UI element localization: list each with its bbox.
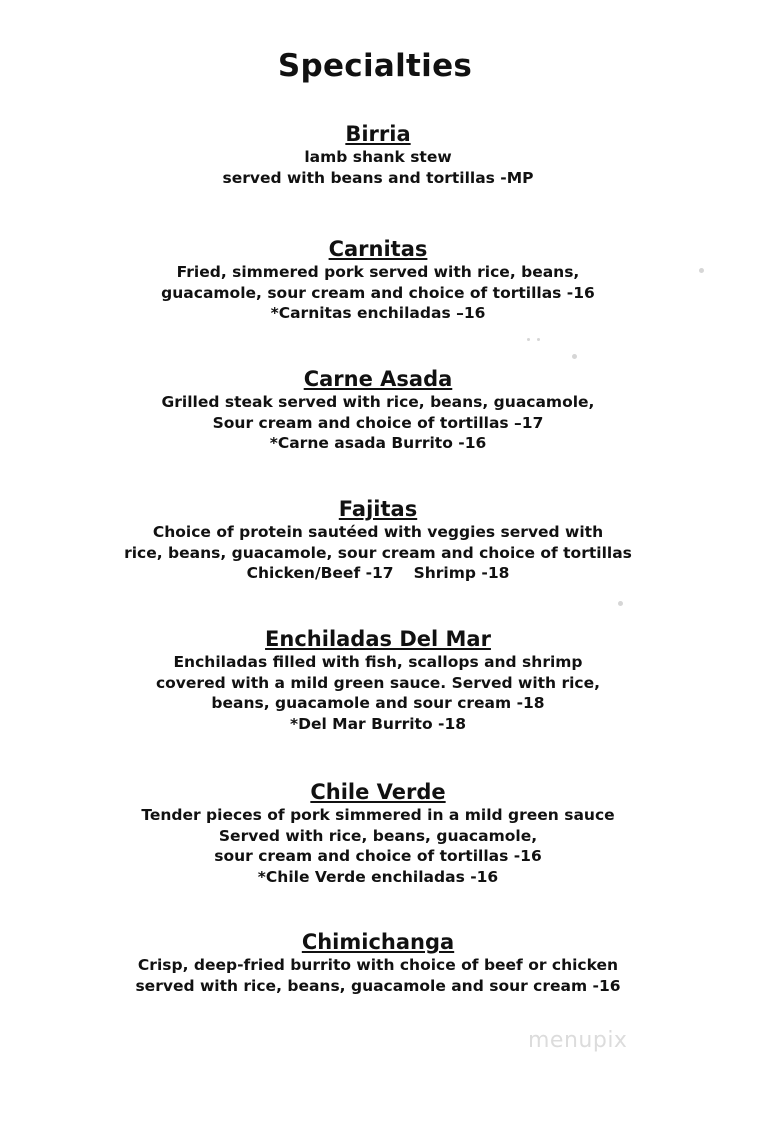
item-description-line: *Del Mar Burrito -18 <box>289 714 467 733</box>
item-description-line: Tender pieces of pork simmered in a mild green sauce <box>141 806 615 824</box>
price-chicken-beef: Chicken/Beef -17 <box>246 564 394 582</box>
page-title: Specialties <box>277 48 473 84</box>
item-name: Carne Asada <box>303 367 453 391</box>
menu-item-chimichanga <box>0 929 756 996</box>
item-description-line: Sour cream and choice of tortillas –17 <box>212 413 544 432</box>
menu-item-carnitas <box>0 236 756 324</box>
scan-speck <box>572 354 577 359</box>
item-name: Chimichanga <box>301 930 455 954</box>
item-description-line: *Carne asada Burrito -16 <box>269 434 487 452</box>
item-description-line: rice, beans, guacamole, sour cream and choice of tortillas <box>124 543 632 562</box>
menu-item-fajitas <box>0 496 756 584</box>
item-description-line: guacamole, sour cream and choice of tortillas -16 <box>161 283 595 302</box>
item-description-line: beans, guacamole and sour cream -18 <box>211 694 545 712</box>
item-description-line: *Carnitas enchiladas –16 <box>270 304 486 322</box>
item-name: Carnitas <box>328 237 428 261</box>
item-description-line: served with beans and tortillas -MP <box>222 168 534 187</box>
item-name: Chile Verde <box>310 780 446 804</box>
price-shrimp: Shrimp -18 <box>413 564 510 582</box>
item-name: Fajitas <box>338 497 418 521</box>
item-description-line: Served with rice, beans, guacamole, <box>218 826 538 845</box>
item-price-line <box>0 563 756 584</box>
item-description-line: Enchiladas filled with fish, scallops and shrimp <box>173 653 583 671</box>
scan-speck <box>527 338 530 341</box>
item-description-line: sour cream and choice of tortillas -16 <box>214 847 542 865</box>
menu-item-enchiladas-del-mar <box>0 626 756 734</box>
menu-item-chile-verde <box>0 779 756 887</box>
scan-speck <box>618 601 623 606</box>
menu-item-birria <box>0 121 756 188</box>
item-description-line: Grilled steak served with rice, beans, guacamole, <box>161 393 595 411</box>
item-name: Enchiladas Del Mar <box>265 627 491 651</box>
item-description-line: Choice of protein sautéed with veggies served with <box>152 523 604 541</box>
item-description-line: lamb shank stew <box>304 148 452 166</box>
watermark-text: menupix <box>528 1028 628 1053</box>
scan-speck <box>699 268 704 273</box>
item-description-line: Fried, simmered pork served with rice, beans, <box>176 263 580 281</box>
item-description-line: covered with a mild green sauce. Served with rice, <box>155 673 601 692</box>
item-description-line: *Chile Verde enchiladas -16 <box>257 867 499 886</box>
scan-speck <box>537 338 540 341</box>
item-description-line: Crisp, deep-fried burrito with choice of beef or chicken <box>137 956 619 974</box>
menu-item-carne-asada <box>0 366 756 454</box>
item-description-line: served with rice, beans, guacamole and sour cream -16 <box>135 976 621 995</box>
item-name: Birria <box>345 122 411 146</box>
